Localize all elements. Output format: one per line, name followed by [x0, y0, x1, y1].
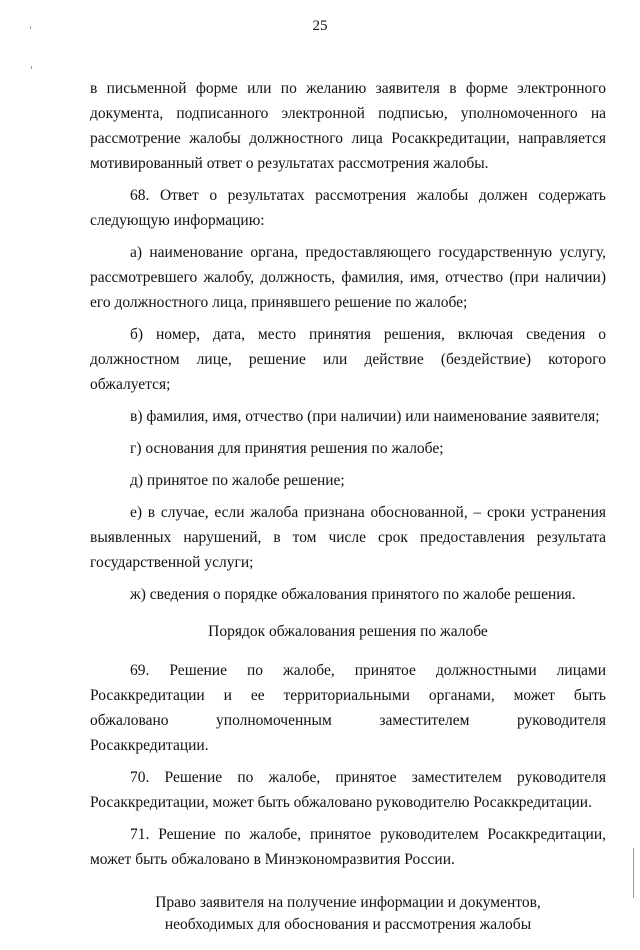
list-item-v: в) фамилия, имя, отчество (при наличии) или наименование заявителя;	[130, 408, 600, 425]
list-item-g: г) основания для принятия решения по жалобе;	[130, 440, 444, 457]
paragraph-68: 68. Ответ о результатах рассмотрения жалобы должен содержать следующую информацию:	[90, 187, 606, 229]
paragraph-continuation: в письменной форме или по желанию заявителя в форме электронного документа, подписанного электронной подписью, уполномоченного на рассмотрение жалобы должностного лица Росаккредитации, направляется мотивированный ответ о результатах рассмотрения жалобы.	[90, 80, 606, 172]
final-heading-line-1: Право заявителя на получение информации и документов,	[155, 894, 541, 911]
list-item-zh: ж) сведения о порядке обжалования принятого по жалобе решения.	[130, 586, 576, 603]
final-heading	[90, 892, 606, 936]
list-item-a: а) наименование органа, предоставляющего государственную услугу, рассмотревшего жалобу, должность, фамилия, имя, отчество (при наличии) его должностного лица, принявшего решение по жалобе;	[90, 244, 606, 311]
document-body	[90, 76, 606, 950]
section-heading: Порядок обжалования решения по жалобе	[208, 623, 488, 640]
paragraph-69: 69. Решение по жалобе, принятое должностными лицами Росаккредитации и ее территориальными органами, может быть обжаловано уполномоченным заместителем руководителя Росаккредитации.	[90, 662, 606, 754]
scan-artifact-left-mid	[31, 66, 32, 69]
list-item-d: д) принятое по жалобе решение;	[130, 472, 345, 489]
paragraph-71: 71. Решение по жалобе, принятое руководителем Росаккредитации, может быть обжаловано в Минэкономразвития России.	[90, 826, 606, 868]
scan-artifact-right-bottom	[633, 848, 634, 898]
list-item-b: б) номер, дата, место принятия решения, включая сведения о должностном лице, решение или действие (бездействие) которого обжалуется;	[90, 326, 606, 393]
final-heading-line-2: необходимых для обоснования и рассмотрения жалобы	[164, 916, 532, 933]
paragraph-70: 70. Решение по жалобе, принятое заместителем руководителя Росаккредитации, может быть обжаловано руководителю Росаккредитации.	[90, 769, 606, 811]
page-number: 25	[312, 18, 328, 34]
list-item-e: е) в случае, если жалоба признана обоснованной, – сроки устранения выявленных нарушений, в том числе срок предоставления результата государственной услуги;	[90, 504, 606, 571]
